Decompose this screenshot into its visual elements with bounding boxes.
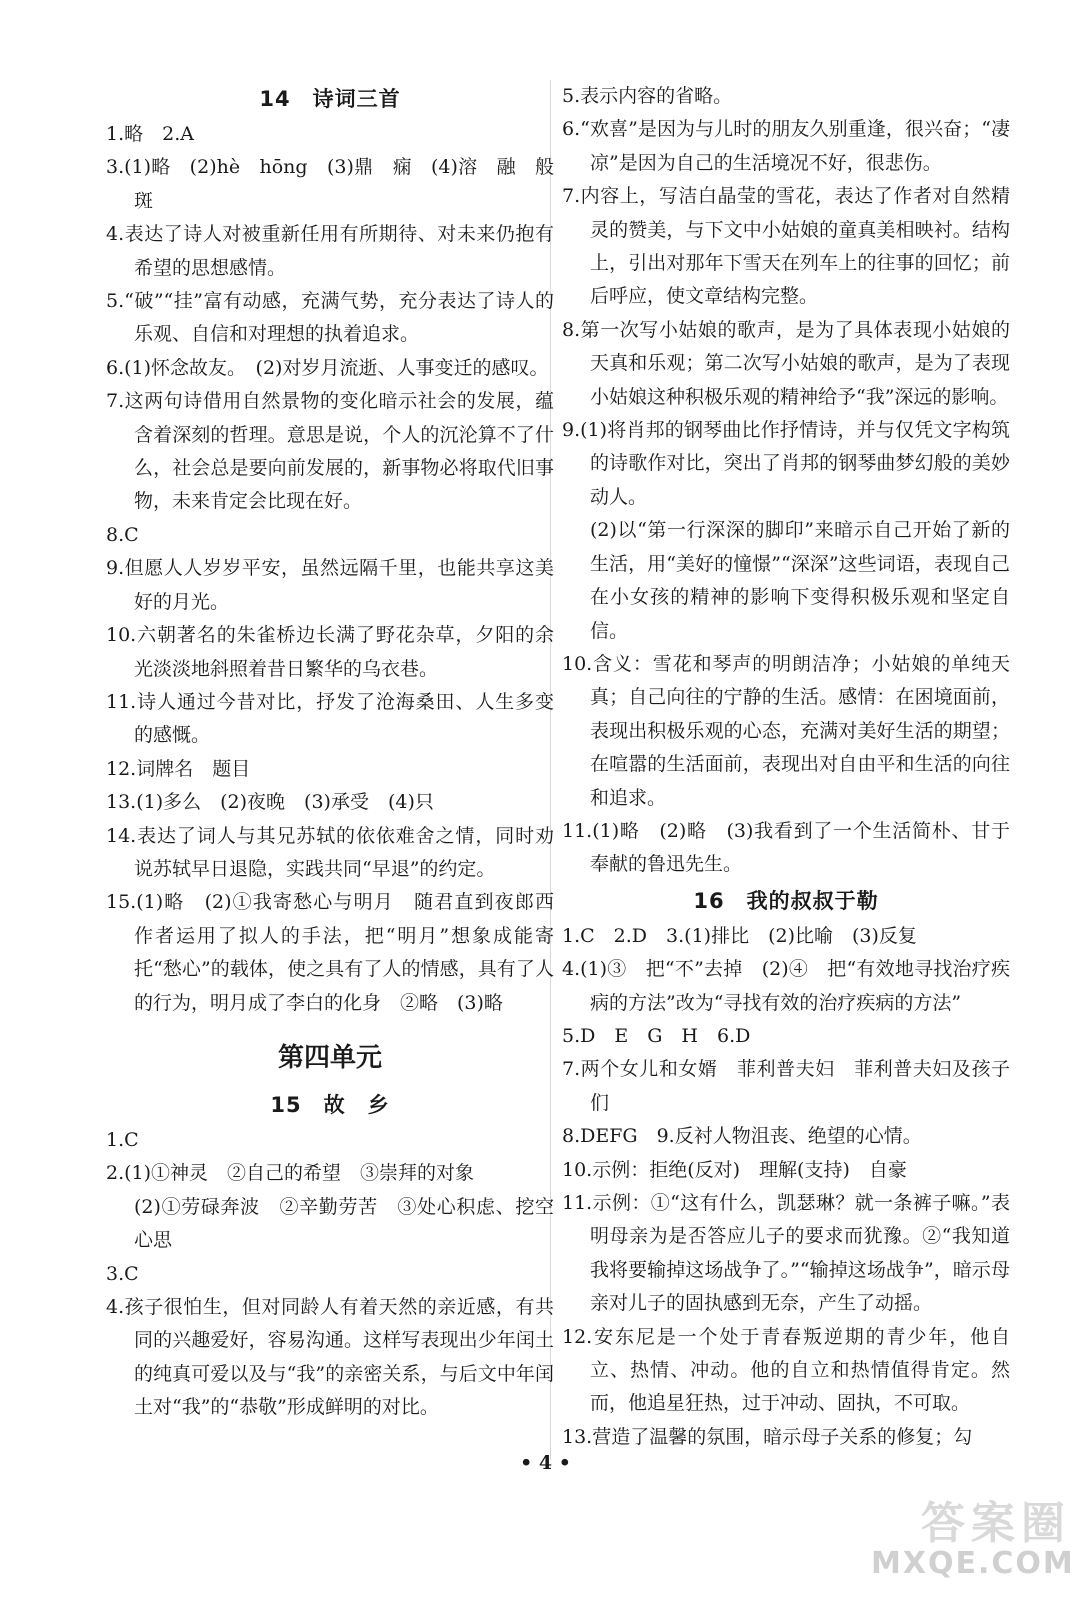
section-14-title: 14 诗词三首 [259, 87, 401, 111]
right-column [562, 80, 1010, 1454]
answer-item: 10.含义：雪花和琴声的明朗洁净；小姑娘的单纯天真；自己向往的宁静的生活。感情：在困境面前，表现出积极乐观的心态，充满对美好生活的期望；在喧嚣的生活面前，表现出对自由平和生活的向往和追求。 [562, 652, 1010, 809]
answer-item: 5.“破”“挂”富有动感，充满气势，充分表达了诗人的乐观、自信和对理想的执着追求。 [106, 290, 554, 346]
answer-item: 8.C [106, 523, 139, 546]
watermark-text: MXQE.COM [871, 1546, 1075, 1581]
left-column [106, 80, 574, 1425]
watermark-mark: 答案圈 [921, 1498, 1071, 1549]
answer-item: 1.略 2.A [106, 123, 194, 145]
answer-item: 9.(1)将肖邦的钢琴曲比作抒情诗，并与仅凭文字构筑的诗歌作对比，突出了肖邦的钢琴曲梦幻般的美妙动人。 [562, 419, 1010, 508]
answer-item: 11.(1)略 (2)略 (3)我看到了一个生活简朴、甘于奉献的鲁迅先生。 [562, 819, 1010, 876]
answer-item: 2.(1)①神灵 ②自己的希望 ③崇拜的对象 [106, 1162, 475, 1185]
answer-item: 13.营造了温馨的氛围，暗示母子关系的修复；勾 [562, 1425, 973, 1448]
answer-item: 8.第一次写小姑娘的歌声，是为了具体表现小姑娘的天真和乐观；第二次写小姑娘的歌声，是为了表现小姑娘这种积极乐观的精神给予“我”深远的影响。 [562, 318, 1010, 408]
section-15-answers [106, 1124, 554, 1425]
section-14-answers [106, 118, 574, 1020]
answer-item: 10.示例：拒绝(反对) 理解(支持) 自豪 [562, 1158, 907, 1181]
answer-item: 7.这两句诗借用自然景物的变化暗示社会的发展，蕴含着深刻的哲理。意思是说，个人的沉沦算不了什么，社会总是要向前发展的，新事物必将取代旧事物，未来肯定会比现在好。 [106, 390, 554, 513]
answer-item: 4.(1)③ 把“不”去掉 (2)④ 把“有效地寻找治疗疾病的方法”改为“寻找有效的治疗疾病的方法” [562, 958, 1010, 1014]
watermark-logo [869, 1487, 1079, 1582]
answer-item: 7.两个女儿和女婿 菲利普夫妇 菲利普夫妇及孩子们 [562, 1058, 1010, 1114]
answer-item: 15.(1)略 (2)①我寄愁心与明月 随君直到夜郎西 作者运用了拟人的手法，把“明月”想象成能寄托“愁心”的载体，使之具有了人的情感，具有了人的行为，明月成了李白的化身 ②略 (3)略 [106, 891, 574, 1014]
section-15-answers-continued [562, 80, 1010, 882]
answer-item: 3.C [106, 1262, 139, 1285]
answer-item: 1.C [106, 1128, 139, 1151]
answer-item: 1.C 2.D 3.(1)排比 (2)比喻 (3)反复 [562, 924, 917, 947]
answer-item: (2)以“第一行深深的脚印”来暗示自己开始了新的生活，用“美好的憧憬”“深深”这些词语，表现自己在小女孩的精神的影响下变得积极乐观和坚定自信。 [590, 519, 1010, 642]
answer-item: 12.词牌名 题目 [106, 757, 251, 780]
answer-item: 6.“欢喜”是因为与儿时的朋友久别重逢，很兴奋；“凄凉”是因为自己的生活境况不好，很悲伤。 [562, 118, 1010, 174]
answer-item: 12.安东尼是一个处于青春叛逆期的青少年，他自立、热情、冲动。他的自立和热情值得肯定。然而，他追星狂热，过于冲动、固执，不可取。 [562, 1325, 1010, 1415]
answer-item: 13.(1)多么 (2)夜晚 (3)承受 (4)只 [106, 791, 434, 814]
answer-item: 9.但愿人人岁岁平安，虽然远隔千里，也能共享这美好的月光。 [106, 557, 554, 613]
answer-item: 8.DEFG 9.反衬人物沮丧、绝望的心情。 [562, 1125, 922, 1148]
answer-item: 10.六朝著名的朱雀桥边长满了野花杂草，夕阳的余光淡淡地斜照着昔日繁华的乌衣巷。 [106, 624, 554, 680]
answer-item: 11.示例：①“这有什么，凯瑟琳？就一条裤子嘛。”表明母亲为是否答应儿子的要求而犹豫。②“我知道我将要输掉这场战争了。”“输掉这场战争”，暗示母亲对儿子的固执感到无奈，产生了动摇。 [562, 1192, 1010, 1315]
answer-item: (2)①劳碌奔波 ②辛勤劳苦 ③处心积虑、挖空心思 [134, 1195, 554, 1252]
answer-item: 5.表示内容的省略。 [562, 85, 733, 107]
answer-item: 11.诗人通过今昔对比，抒发了沧海桑田、人生多变的感慨。 [106, 690, 554, 747]
section-16-answers [562, 920, 1010, 1455]
answer-item: 3.(1)略 (2)hè hōng (3)鼎 痫 (4)溶 融 般 斑 [106, 156, 574, 212]
answer-item: 7.内容上，写洁白晶莹的雪花，表达了作者对自然精灵的赞美，与下文中小姑娘的童真美相映衬。结构上，引出对那年下雪天在列车上的往事的回忆；前后呼应，使文章结构完整。 [562, 185, 1010, 308]
answer-item: 5.D E G H 6.D [562, 1024, 751, 1047]
answer-item: 4.表达了诗人对被重新任用有所期待、对未来仍抱有希望的思想感情。 [106, 223, 554, 279]
answer-item: 6.(1)怀念故友。 (2)对岁月流逝、人事变迁的感叹。 [106, 356, 549, 379]
unit-title: 第四单元 [277, 1042, 382, 1073]
answer-item: 4.孩子很怕生，但对同龄人有着天然的亲近感，有共同的兴趣爱好，容易沟通。这样写表现出少年闰土的纯真可爱以及与“我”的亲密关系，与后文中年闰土对“我”的“恭敬”形成鲜明的对比。 [106, 1296, 554, 1419]
page-number: • 4 • [520, 1452, 571, 1474]
answer-item: 14.表达了词人与其兄苏轼的依依难舍之情，同时劝说苏轼早日退隐，实践共同“早退”的约定。 [106, 824, 554, 880]
section-15-title: 15 故 乡 [270, 1092, 390, 1117]
section-16-title: 16 我的叔叔于勒 [693, 888, 879, 913]
